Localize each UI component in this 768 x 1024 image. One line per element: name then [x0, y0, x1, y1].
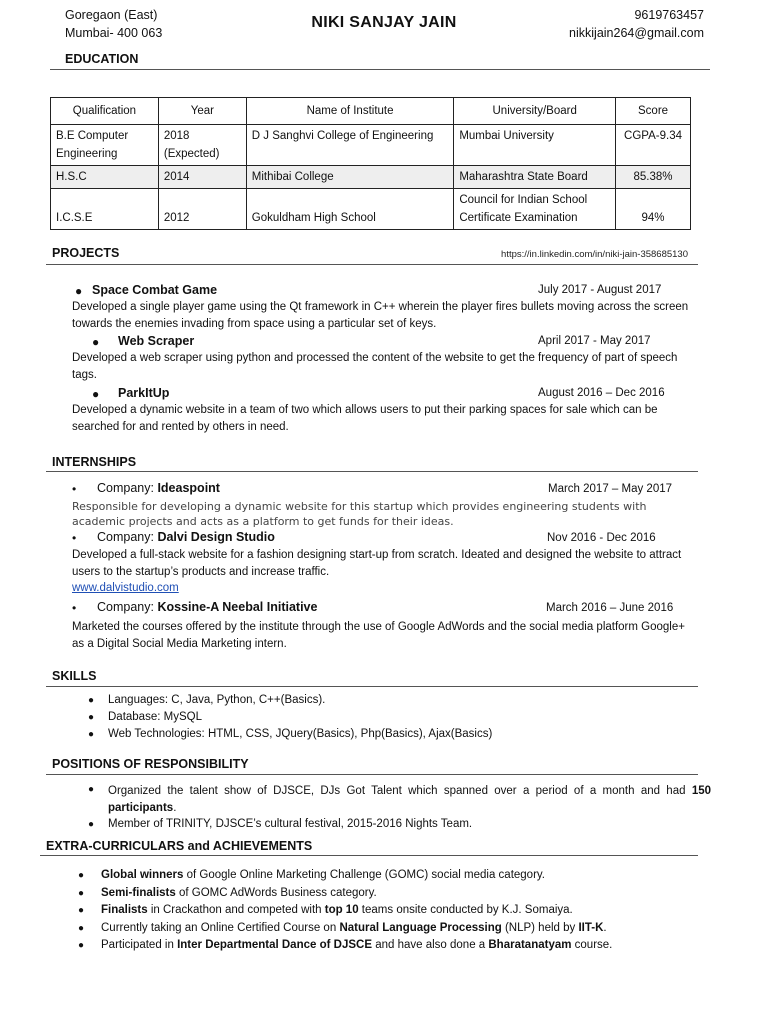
- cell-qualification: I.C.S.E: [51, 189, 159, 230]
- cell-institute: Gokuldham High School: [246, 189, 454, 230]
- company-name: Dalvi Design Studio: [157, 530, 275, 544]
- column-header: University/Board: [454, 98, 616, 125]
- project-title: ParkItUp: [118, 386, 170, 400]
- cell-board: Mumbai University: [454, 125, 616, 166]
- achievement-highlight: IIT-K: [578, 921, 604, 934]
- internship-company: [97, 481, 220, 495]
- list-item: [78, 937, 612, 955]
- achievement-text: in Crackathon and competed with: [147, 904, 325, 916]
- education-rule: [50, 69, 710, 70]
- projects-heading: PROJECTS: [52, 246, 120, 260]
- skills-heading: SKILLS: [52, 669, 97, 683]
- internship-description: Developed a full-stack website for a fashion designing start-up from scratch. Ideated and designed the website to attract users to the startup’s products and increase traffic.: [72, 549, 682, 578]
- bullet-icon: •: [72, 482, 77, 496]
- list-item: [88, 726, 492, 743]
- skill-text: Web Technologies: HTML, CSS, JQuery(Basics), Php(Basics), Ajax(Basics): [108, 728, 493, 740]
- achievement-text: .: [603, 921, 607, 934]
- internship-company: [97, 600, 317, 614]
- education-table: [50, 97, 691, 230]
- list-item: [78, 885, 612, 903]
- cell-year: 2012: [158, 189, 246, 230]
- achievement-text: of Google Online Marketing Challenge (GOMC) social media category.: [183, 869, 545, 881]
- bullet-icon: ●: [78, 870, 85, 881]
- projects-rule: [46, 264, 698, 265]
- internships-heading: INTERNSHIPS: [52, 455, 137, 469]
- achievement-highlight: Natural Language Processing: [339, 921, 502, 934]
- internship-company: [97, 530, 275, 544]
- achievement-text: (NLP) held by: [501, 921, 579, 934]
- cell-board: Council for Indian School Certificate Examination: [454, 189, 616, 230]
- phone-number: 9619763457: [634, 8, 704, 22]
- bullet-icon: ●: [75, 284, 83, 298]
- table-row: [51, 189, 691, 230]
- responsibility-item: Member of TRINITY, DJSCE’s cultural festival, 2015-2016 Nights Team.: [108, 818, 473, 830]
- bullet-icon: ●: [88, 819, 95, 830]
- portfolio-link[interactable]: www.dalvistudio.com: [72, 582, 179, 594]
- achievement-text: of GOMC AdWords Business category.: [175, 886, 377, 899]
- cell-year: 2014: [158, 166, 246, 189]
- achievement-text: Participated in: [101, 939, 178, 951]
- bullet-icon: ●: [78, 922, 85, 934]
- table-row: [51, 125, 691, 166]
- project-description: Developed a single player game using the Qt framework in C++ wherein the player fires bullets moving across the screen towards the enemies invading from space using a particular set of keys.: [72, 301, 689, 330]
- achievement-highlight: Global winners: [101, 869, 184, 881]
- bullet-icon: •: [72, 531, 77, 545]
- extra-heading: EXTRA-CURRICULARS and ACHIEVEMENTS: [46, 839, 313, 853]
- cell-score: 94%: [616, 189, 691, 230]
- responsibility-heading: POSITIONS OF RESPONSIBILITY: [52, 757, 249, 771]
- achievement-highlight: Finalists: [101, 904, 148, 916]
- column-header: Year: [158, 98, 246, 125]
- achievement-highlight: top 10: [324, 904, 359, 916]
- bullet-icon: ●: [78, 905, 85, 916]
- skills-list: [88, 692, 492, 743]
- achievement-text: and have also done a: [372, 939, 489, 951]
- achievement-highlight: Inter Departmental Dance of DJSCE: [177, 939, 372, 951]
- bullet-icon: ●: [92, 335, 100, 349]
- list-item: [88, 709, 492, 726]
- extra-rule: [40, 855, 698, 856]
- internship-date: Nov 2016 - Dec 2016: [547, 532, 656, 544]
- bullet-icon: ●: [88, 784, 95, 795]
- bullet-icon: ●: [78, 887, 85, 899]
- contact-block: [569, 6, 704, 42]
- skill-text: Database: MySQL: [108, 711, 202, 723]
- list-item: [78, 867, 612, 885]
- company-prefix: Company:: [97, 600, 158, 614]
- bullet-icon: ●: [92, 387, 100, 401]
- bullet-icon: ●: [78, 940, 85, 951]
- project-date: April 2017 - May 2017: [538, 335, 651, 347]
- responsibility-rule: [46, 774, 698, 775]
- cell-institute: Mithibai College: [246, 166, 454, 189]
- list-item: [78, 920, 612, 938]
- internship-date: March 2017 – May 2017: [548, 483, 673, 495]
- address-line-2: Mumbai- 400 063: [65, 26, 163, 40]
- cell-institute: D J Sanghvi College of Engineering: [246, 125, 454, 166]
- bullet-icon: •: [72, 601, 77, 615]
- cell-qualification: H.S.C: [51, 166, 159, 189]
- column-header: Name of Institute: [246, 98, 454, 125]
- internship-description: Marketed the courses offered by the institute through the use of Google AdWords and the social media platform Google+ as a Digital Social Media Marketing intern.: [72, 621, 685, 650]
- company-name: Ideaspoint: [157, 481, 220, 495]
- company-prefix: Company:: [97, 481, 158, 495]
- education-heading: EDUCATION: [65, 52, 139, 66]
- column-header: Score: [616, 98, 691, 125]
- bullet-icon: ●: [88, 729, 95, 740]
- skill-text: Languages: C, Java, Python, C++(Basics).: [108, 694, 326, 706]
- email-address: nikkijain264@gmail.com: [569, 26, 704, 40]
- project-date: July 2017 - August 2017: [538, 284, 662, 296]
- achievement-text: Currently taking an Online Certified Course on: [101, 921, 340, 934]
- achievements-list: [78, 867, 612, 955]
- column-header: Qualification: [51, 98, 159, 125]
- responsibility-text: .: [173, 802, 177, 814]
- cell-qualification: B.E Computer Engineering: [51, 125, 159, 166]
- bullet-icon: ●: [88, 695, 95, 706]
- cell-score: 85.38%: [616, 166, 691, 189]
- skills-rule: [46, 686, 698, 687]
- company-prefix: Company:: [97, 530, 158, 544]
- list-item: [78, 902, 612, 920]
- achievement-text: teams onsite conducted by K.J. Somaiya.: [358, 904, 573, 916]
- table-header-row: [51, 98, 691, 125]
- achievement-highlight: Semi-finalists: [101, 886, 176, 899]
- responsibility-item: [108, 783, 711, 817]
- project-title: Space Combat Game: [92, 283, 218, 297]
- linkedin-url[interactable]: https://in.linkedin.com/in/niki-jain-358685130: [501, 249, 688, 260]
- list-item: [88, 692, 492, 709]
- table-row: [51, 166, 691, 189]
- achievement-highlight: Bharatanatyam: [488, 939, 572, 951]
- project-date: August 2016 – Dec 2016: [538, 387, 665, 399]
- project-description: Developed a dynamic website in a team of two which allows users to put their parking spaces for sale which can be searched for and rented by others in need.: [72, 404, 658, 433]
- cell-score: CGPA-9.34: [616, 125, 691, 166]
- internship-description: Responsible for developing a dynamic website for this startup which provides engineering students with academic projects and acts as a platform to get funds for their ideas.: [72, 500, 647, 528]
- internships-rule: [46, 471, 698, 472]
- bullet-icon: ●: [88, 712, 95, 723]
- address-line-1: Goregaon (East): [65, 8, 158, 22]
- responsibility-highlight: 150 participants: [108, 785, 711, 814]
- cell-year: 2018 (Expected): [158, 125, 246, 166]
- cell-board: Maharashtra State Board: [454, 166, 616, 189]
- company-name: Kossine-A Neebal Initiative: [157, 600, 318, 614]
- responsibility-text: Organized the talent show of DJSCE, DJs Got Talent which spanned over a period of a month and had: [108, 785, 692, 797]
- internship-date: March 2016 – June 2016: [546, 602, 674, 614]
- project-title: Web Scraper: [118, 334, 195, 348]
- achievement-text: course.: [571, 939, 613, 951]
- resume-name: NIKI SANJAY JAIN: [311, 14, 457, 31]
- project-description: Developed a web scraper using python and processed the content of the website to get the frequency of part of speech tags.: [72, 352, 678, 381]
